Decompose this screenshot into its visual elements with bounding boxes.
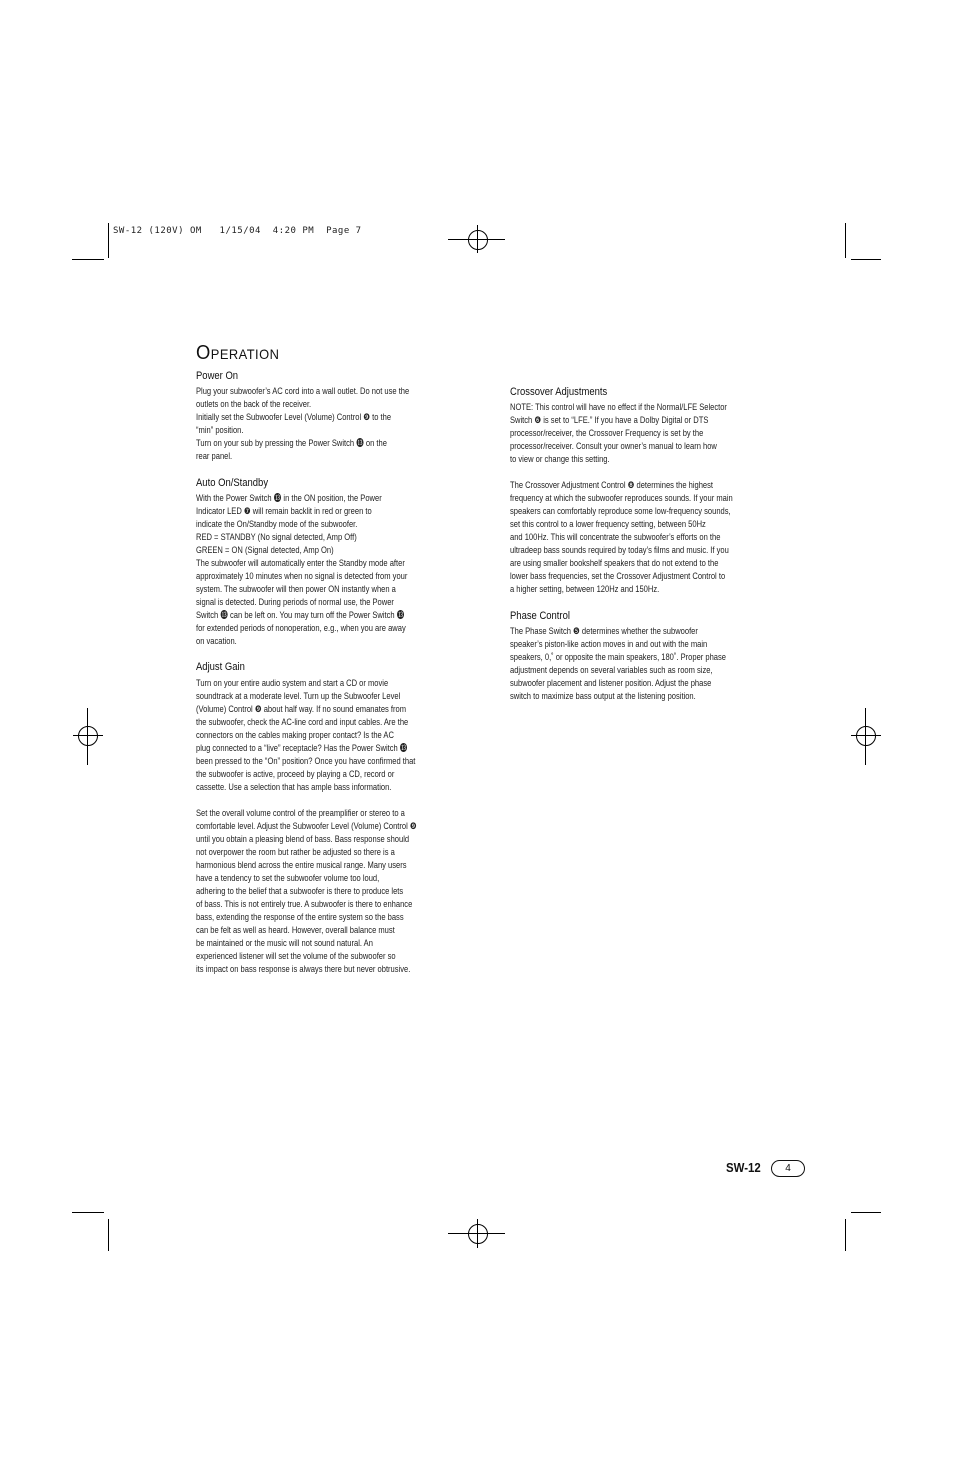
text-line: plug connected to a “live” receptacle? Has the Power Switch ⓭ <box>196 743 408 753</box>
text-line: experienced listener will set the volume of the subwoofer so <box>196 951 396 961</box>
text-line: Initially set the Subwoofer Level (Volume) Control ❾ to the <box>196 412 392 422</box>
text-line: its impact on bass response is always there but never obtrusive. <box>196 964 411 974</box>
phase-text <box>510 625 726 703</box>
text-line: Switch ⓭ can be left on. You may turn off the Power Switch ⓭ <box>196 610 405 620</box>
text-line: With the Power Switch ⓭ in the ON position, the Power <box>196 493 382 503</box>
text-line: (Volume) Control ❾ about half way. If no sound emanates from <box>196 704 407 714</box>
text-line: for extended periods of nonoperation, e.g., when you are away <box>196 623 406 633</box>
text-line: Turn on your entire audio system and start a CD or movie <box>196 678 389 688</box>
text-line: and 100Hz. This will concentrate the subwoofer’s efforts on the <box>510 532 721 542</box>
crossover-note-text <box>510 401 727 466</box>
text-line: speakers, 0,˚ or opposite the main speakers, 180˚. Proper phase <box>510 652 727 662</box>
text-line: the subwoofer is active, proceed by playing a CD, record or <box>196 769 395 779</box>
text-line: ultradeep bass sounds required by today’s films and music. If you <box>510 545 729 555</box>
text-line: rear panel. <box>196 451 233 461</box>
text-line: indicate the On/Standby mode of the subwoofer. <box>196 519 358 529</box>
text-line: frequency at which the subwoofer reproduces sounds. If your main <box>510 493 733 503</box>
text-line: of bass. This is not entirely true. A subwoofer is there to enhance <box>196 899 413 909</box>
adjust-gain-text-2 <box>196 807 417 976</box>
text-line: harmonious blend across the entire musical range. Many users <box>196 860 407 870</box>
text-line: switch to maximize bass output at the listening position. <box>510 691 696 701</box>
crossover-heading: Crossover Adjustments <box>510 386 608 398</box>
auto-standby-heading: Auto On/Standby <box>196 477 269 489</box>
text-line: The subwoofer will automatically enter the Standby mode after <box>196 558 405 568</box>
text-line: Plug your subwoofer’s AC cord into a wall outlet. Do not use the <box>196 386 410 396</box>
text-line: Set the overall volume control of the preamplifier or stereo to a <box>196 808 405 818</box>
crop-mark <box>845 223 846 258</box>
crop-mark <box>72 259 104 260</box>
text-line: have a tendency to set the subwoofer volume too loud, <box>196 873 380 883</box>
text-line: “min” position. <box>196 425 244 435</box>
text-line: comfortable level. Adjust the Subwoofer Level (Volume) Control ❾ <box>196 821 417 831</box>
text-line: processor/receiver, the Crossover Frequency is set by the <box>510 428 704 438</box>
phase-heading: Phase Control <box>510 610 570 622</box>
crop-mark <box>72 1212 104 1213</box>
text-line: system. The subwoofer will then power ON instantly when a <box>196 584 396 594</box>
page-number: 4 <box>771 1160 805 1177</box>
text-line: on vacation. <box>196 636 237 646</box>
text-line: a higher setting, between 120Hz and 150Hz. <box>510 584 660 594</box>
auto-standby-text <box>196 492 407 648</box>
text-line: to view or change this setting. <box>510 454 610 464</box>
power-on-text <box>196 385 409 463</box>
text-line: Indicator LED ❼ will remain backlit in red or green to <box>196 506 372 516</box>
text-line: signal is detected. During periods of normal use, the Power <box>196 597 394 607</box>
text-line: bass, extending the response of the entire system so the bass <box>196 912 404 922</box>
text-line: been pressed to the “On” position? Once you have confirmed that <box>196 756 416 766</box>
text-line: soundtrack at a moderate level. Turn up the Subwoofer Level <box>196 691 401 701</box>
crop-mark <box>108 1219 109 1251</box>
text-line: RED = STANDBY (No signal detected, Amp Off) <box>196 532 357 542</box>
text-line: NOTE: This control will have no effect if the Normal/LFE Selector <box>510 402 727 412</box>
crop-mark <box>108 223 109 258</box>
text-line: are using smaller bookshelf speakers that do not extend to the <box>510 558 719 568</box>
text-line: Turn on your sub by pressing the Power Switch ⓭ on the <box>196 438 387 448</box>
crop-mark <box>851 1212 881 1213</box>
text-line: The Phase Switch ❺ determines whether the subwoofer <box>510 626 698 636</box>
text-line: processor/receiver. Consult your owner’s manual to learn how <box>510 441 717 451</box>
text-line: connectors on the cables making proper contact? Is the AC <box>196 730 394 740</box>
text-line: cassette. Use a selection that has ample bass information. <box>196 782 392 792</box>
text-line: can be felt as well as heard. However, overall balance must <box>196 925 395 935</box>
text-line: Switch ❻ is set to “LFE.” If you have a Dolby Digital or DTS <box>510 415 709 425</box>
text-line: outlets on the back of the receiver. <box>196 399 312 409</box>
text-line: subwoofer placement and listener position. Adjust the phase <box>510 678 712 688</box>
text-line: until you obtain a pleasing blend of bass. Bass response should <box>196 834 410 844</box>
text-line: adjustment depends on several variables such as room size, <box>510 665 713 675</box>
text-line: The Crossover Adjustment Control ❽ determines the highest <box>510 480 714 490</box>
crop-mark <box>851 259 881 260</box>
text-line: GREEN = ON (Signal detected, Amp On) <box>196 545 334 555</box>
power-on-heading: Power On <box>196 370 239 382</box>
crop-mark <box>845 1219 846 1251</box>
text-line: not overpower the room but rather be adjusted so there is a <box>196 847 395 857</box>
text-line: approximately 10 minutes when no signal is detected from your <box>196 571 408 581</box>
adjust-gain-text <box>196 677 415 794</box>
text-line: be maintained or the music will not sound natural. An <box>196 938 373 948</box>
text-line: speaker’s piston-like action moves in and out with the main <box>510 639 708 649</box>
adjust-gain-heading: Adjust Gain <box>196 661 245 673</box>
slug-line: SW-12 (120V) OM 1/15/04 4:20 PM Page 7 <box>113 226 362 236</box>
page-title: Operation <box>196 342 280 364</box>
text-line: adhering to the belief that a subwoofer is there to produce lets <box>196 886 404 896</box>
text-line: set this control to a lower frequency setting, between 50Hz <box>510 519 706 529</box>
text-line: speakers can comfortably reproduce some low-frequency sounds, <box>510 506 731 516</box>
crossover-text <box>510 479 733 596</box>
text-line: the subwoofer, check the AC-line cord and input cables. Are the <box>196 717 409 727</box>
footer-brand: SW-12 <box>726 1160 761 1175</box>
text-line: lower bass frequencies, set the Crossover Adjustment Control to <box>510 571 726 581</box>
